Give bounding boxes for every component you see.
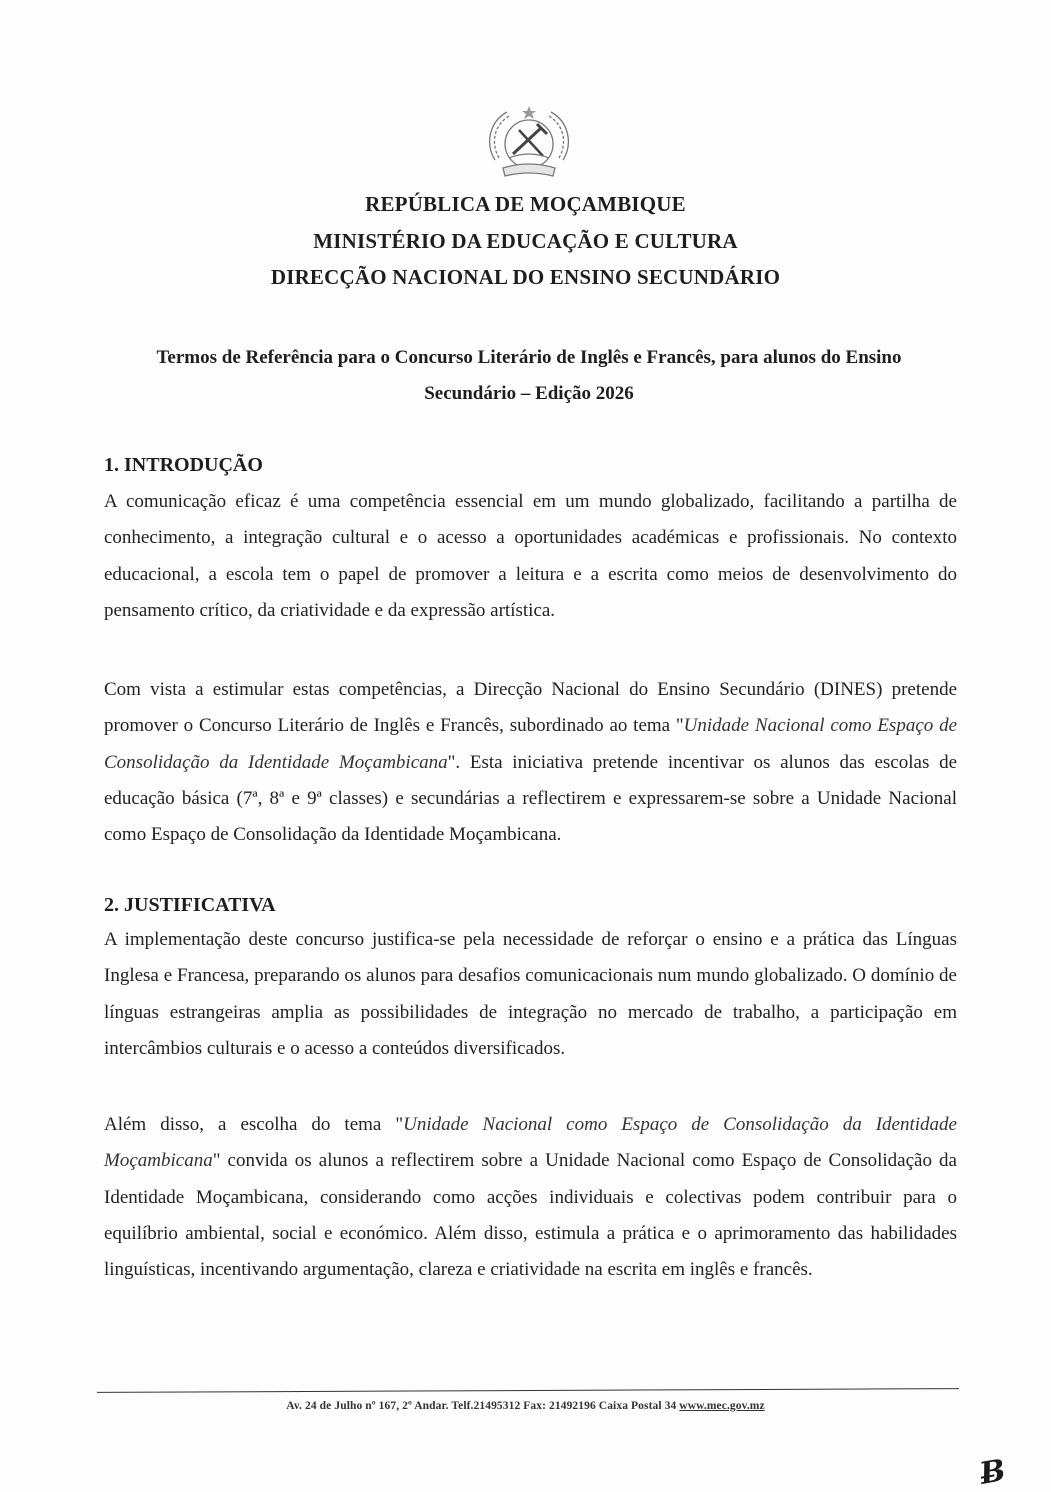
paragraph-text: Com vista a estimular estas competências, a Direcção Nacional do Ensino Secundário (DINES) pretende promover o Concurso Literário de Inglês e Francês, subordinado ao tema ": [104, 679, 957, 737]
section-heading-introduction: 1. INTRODUÇÃO: [104, 454, 263, 476]
header-country: REPÚBLICA DE MOÇAMBIQUE: [365, 192, 686, 216]
contest-theme: Unidade Nacional como Espaço de Consolidação da Identidade Moçambicana: [104, 1114, 957, 1172]
header-directorate: DIRECÇÃO NACIONAL DO ENSINO SECUNDÁRIO: [270, 265, 781, 289]
paragraph-justification-1: A implementação deste concurso justifica-se pela necessidade de reforçar o ensino e a prática das Línguas Inglesa e Francesa, preparando os alunos para desafios comunicacionais num mundo globalizado. O domínio de línguas estrangeiras amplia as possibilidades de integração no mercado de trabalho, a participação em intercâmbios culturais e o acesso a conteúdos diversificados.: [104, 929, 957, 1059]
paragraph-text: Além disso, a escolha do tema ": [104, 1114, 404, 1135]
footer-address: [0, 1400, 1051, 1412]
paragraph-justification-2: [104, 1107, 957, 1288]
paragraph-text: ". Esta iniciativa pretende incentivar os alunos das escolas de educação básica (7ª, 8ª e 9ª classes) e secundárias a reflectirem e expressarem-se sobre a Unidade Nacional como Espaço de Consolidação da Identidade Moçambicana.: [104, 751, 957, 846]
contest-theme: Unidade Nacional como Espaço de Consolidação da Identidade Moçambicana: [104, 715, 957, 773]
handwritten-initials: Ƀ: [977, 1453, 1009, 1492]
footer-divider: [97, 1388, 959, 1393]
footer-contact: Av. 24 de Julho nº 167, 2º Andar. Telf.21495312 Fax: 21492196 Caixa Postal 34: [286, 1400, 680, 1412]
document-title-line-2: Secundário – Edição 2026: [424, 383, 634, 404]
document-title: [100, 340, 958, 412]
paragraph-introduction-2: [104, 672, 957, 853]
paragraph-introduction-1: A comunicação eficaz é uma competência essencial em um mundo globalizado, facilitando a partilha de conhecimento, a integração cultural e o acesso a oportunidades académicas e profissionais. No contexto educacional, a escola tem o papel de promover a leitura e a escrita como meios de desenvolvimento do pensamento crítico, da criatividade e da expressão artística.: [104, 491, 957, 621]
website-link[interactable]: www.mec.gov.mz: [679, 1400, 765, 1412]
paragraph-text: " convida os alunos a reflectirem sobre a Unidade Nacional como Espaço de Consolidação da Identidade Moçambicana, considerando como acções individuais e colectivas podem contribuir para o equilíbrio ambiental, social e económico. Além disso, estimula a prática e o aprimoramento das habilidades linguísticas, incentivando argumentação, clareza e criatividade na escrita em inglês e francês.: [104, 1150, 957, 1281]
section-heading-justification: 2. JUSTIFICATIVA: [104, 894, 276, 916]
header-ministry: MINISTÉRIO DA EDUCAÇÃO E CULTURA: [313, 229, 738, 253]
document-title-line-1: Termos de Referência para o Concurso Literário de Inglês e Francês, para alunos do Ensino: [156, 347, 902, 368]
mozambique-coat-of-arms-icon: [481, 100, 577, 188]
